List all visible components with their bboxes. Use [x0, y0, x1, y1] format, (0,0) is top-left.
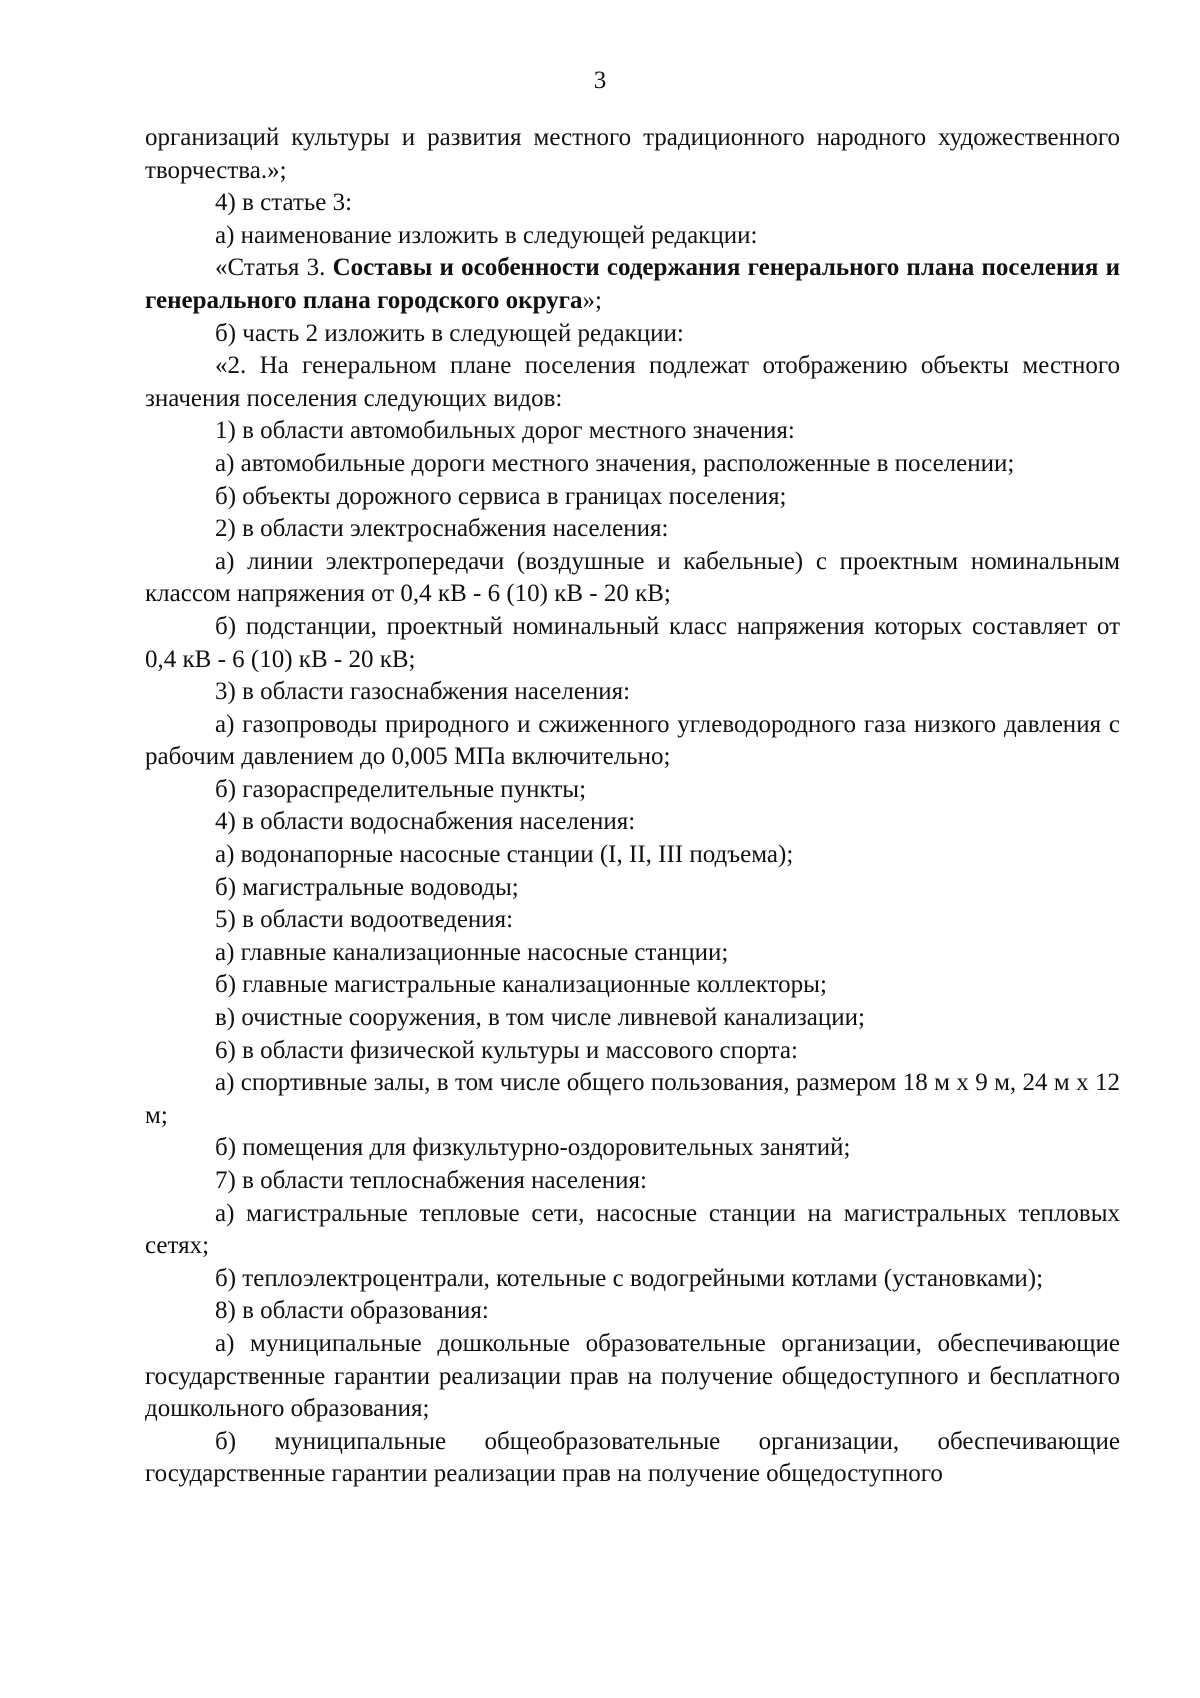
paragraph: б) часть 2 изложить в следующей редакции: [215, 319, 684, 347]
paragraph: 1) в области автомобильных дорог местного значения: [215, 417, 795, 445]
paragraph: а) газопроводы природного и сжиженного углеводородного газа низкого давления с рабочим давлением до 0,005 МПа включительно; [145, 710, 1120, 771]
paragraph: 2) в области электроснабжения населения: [215, 515, 669, 543]
paragraph: 3) в области газоснабжения населения: [215, 678, 631, 706]
paragraph: 4) в статье 3: [215, 189, 353, 217]
document-body [145, 122, 1120, 1491]
paragraph: а) наименование изложить в следующей редакции: [215, 221, 758, 249]
paragraph: в) очистные сооружения, в том числе ливневой канализации; [215, 1004, 865, 1032]
article-heading-paragraph [145, 252, 1120, 317]
paragraph: б) объекты дорожного сервиса в границах поселения; [215, 482, 787, 510]
paragraph: а) главные канализационные насосные станции; [215, 938, 729, 966]
paragraph: а) линии электропередачи (воздушные и кабельные) с проектным номинальным классом напряжения от 0,4 кВ - 6 (10) кВ - 20 кВ; [145, 547, 1120, 608]
paragraph: 4) в области водоснабжения населения: [215, 808, 636, 836]
paragraph: 6) в области физической культуры и массового спорта: [215, 1036, 798, 1064]
paragraph: б) главные магистральные канализационные коллекторы; [215, 971, 827, 999]
paragraph: а) водонапорные насосные станции (I, II, III подъема); [215, 841, 794, 869]
paragraph: б) газораспределительные пункты; [215, 775, 587, 803]
paragraph: б) подстанции, проектный номинальный класс напряжения которых составляет от 0,4 кВ - 6 (10) кВ - 20 кВ; [145, 612, 1120, 673]
paragraph: а) спортивные залы, в том числе общего пользования, размером 18 м х 9 м, 24 м х 12 м; [145, 1069, 1120, 1129]
paragraph: а) автомобильные дороги местного значения, расположенные в поселении; [215, 449, 1015, 477]
paragraph: организаций культуры и развития местного традиционного народного художественного творчества.»; [145, 124, 1120, 184]
page-number: 3 [593, 67, 607, 94]
article-suffix: »; [582, 286, 602, 314]
paragraph: б) помещения для физкультурно-оздоровительных занятий; [215, 1134, 851, 1162]
paragraph: б) магистральные водоводы; [215, 873, 519, 901]
paragraph: 5) в области водоотведения: [215, 906, 514, 934]
article-prefix: «Статья 3. [215, 254, 333, 282]
paragraph: а) магистральные тепловые сети, насосные станции на магистральных тепловых сетях; [145, 1199, 1120, 1260]
paragraph: 7) в области теплоснабжения населения: [215, 1167, 647, 1194]
paragraph: б) муниципальные общеобразовательные организации, обеспечивающие государственные гарантии реализации прав на получение общедоступного [145, 1427, 1120, 1488]
paragraph: «2. На генеральном плане поселения подлежат отображению объекты местного значения поселения следующих видов: [145, 352, 1120, 412]
paragraph: б) теплоэлектроцентрали, котельные с водогрейными котлами (установками); [215, 1264, 1044, 1292]
paragraph: а) муниципальные дошкольные образовательные организации, обеспечивающие государственные гарантии реализации прав на получение общедоступного и бесплатного дошкольного образования; [145, 1329, 1120, 1423]
paragraph: 8) в области образования: [215, 1297, 489, 1325]
article-title: Составы и особенности содержания генерального плана поселения и генерального плана городского округа [145, 254, 1120, 314]
